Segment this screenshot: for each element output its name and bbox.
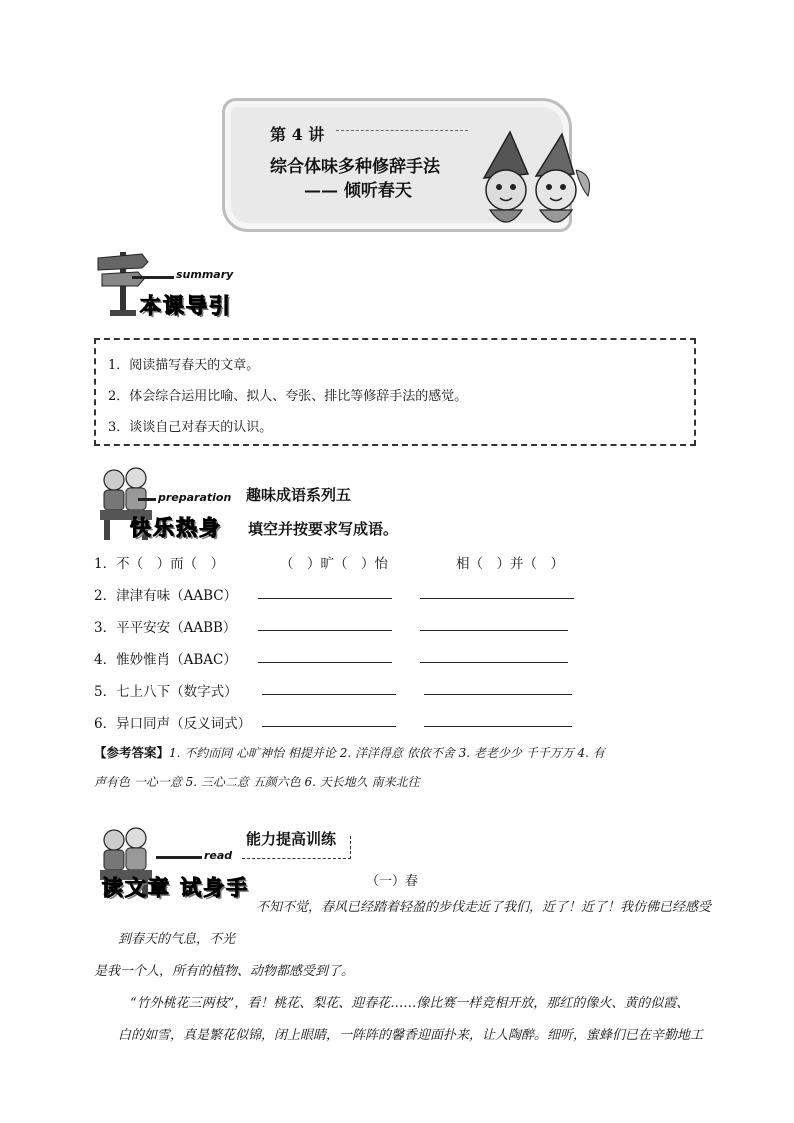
read-label-cn: 读文章 试身手 [102,876,250,900]
passage-line: 是我一个人，所有的植物、动物都感受到了。 [94,964,355,979]
goal-item: 2．体会综合运用比喻、拟人、夸张、排比等修辞手法的感觉。 [108,389,468,404]
answer-key-line-2: 声有色 一心一意 5. 三心二意 五颜六色 6. 天长地久 南来北往 [94,775,420,789]
answer-blank[interactable] [420,598,574,599]
lesson-title: 综合体味多种修辞手法 [270,157,440,177]
answer-key-text: 1. 不约而同 心旷神怡 相提并论 2. 洋洋得意 依依不舍 3. 老老少少 千千万万 4. 有 [169,746,605,760]
elf-cartoon-icon [470,130,604,234]
answer-blank[interactable] [424,726,572,727]
read-label-en: read [204,849,233,862]
read-heading: 能力提高训练 [246,830,337,848]
answer-key-line-1 [94,742,605,761]
answer-key-label: 【参考答案】 [94,745,170,760]
passage-line: “竹外桃花三两枝”，看！桃花、梨花、迎春花……像比赛一样竞相开放，那红的像火、黄的似霞、 [130,996,690,1011]
idiom-question-1a: 1．不（ ）而（ ） [94,556,225,572]
answer-blank[interactable] [420,662,568,663]
goal-item: 1．阅读描写春天的文章。 [108,358,260,373]
idiom-question: 3．平平安安（AABB） [94,620,237,636]
idiom-question: 2．津津有味（AABC） [94,588,238,604]
read-heading-box [242,836,351,859]
answer-blank[interactable] [424,694,572,695]
lesson-number: 第 4 讲 [270,125,325,144]
passage-line: 到春天的气息，不光 [118,932,236,947]
summary-label-cn: 本课导引 [140,294,232,318]
preparation-label-cn: 快乐热身 [130,516,222,540]
answer-blank[interactable] [262,694,396,695]
answer-blank[interactable] [258,598,392,599]
summary-rule [132,276,174,279]
passage-line: 不知不觉，春风已经踏着轻盈的步伐走近了我们，近了！近了！我仿佛已经感受 [256,900,712,915]
answer-blank[interactable] [420,630,568,631]
lesson-subtitle: —— 倾听春天 [304,181,412,201]
preparation-heading: 趣味成语系列五 [246,486,352,504]
read-rule [156,856,202,859]
summary-label-en: summary [176,268,234,281]
idiom-question: 5．七上八下（数字式） [94,684,238,700]
goal-item: 3．谈谈自己对春天的认识。 [108,420,273,435]
answer-blank[interactable] [262,726,396,727]
passage-title: （一）春 [366,874,419,889]
preparation-rule [138,498,156,501]
preparation-label-en: preparation [158,491,232,504]
title-divider [336,130,468,131]
goals-box [94,338,696,446]
idiom-question: 6．异口同声（反义词式） [94,716,252,732]
preparation-instruction: 填空并按要求写成语。 [248,520,399,538]
idiom-question: 4．惟妙惟肖（ABAC） [94,652,237,668]
idiom-question-1c: 相（ ）并（ ） [456,556,564,572]
answer-blank[interactable] [258,630,392,631]
answer-blank[interactable] [258,662,392,663]
passage-line: 白的如雪，真是繁花似锦，闭上眼睛，一阵阵的馨香迎面扑来，让人陶醉。细听，蜜蜂们已在辛勤地工 [118,1028,704,1043]
idiom-question-1b: （ ）旷（ ）怡 [280,556,388,572]
